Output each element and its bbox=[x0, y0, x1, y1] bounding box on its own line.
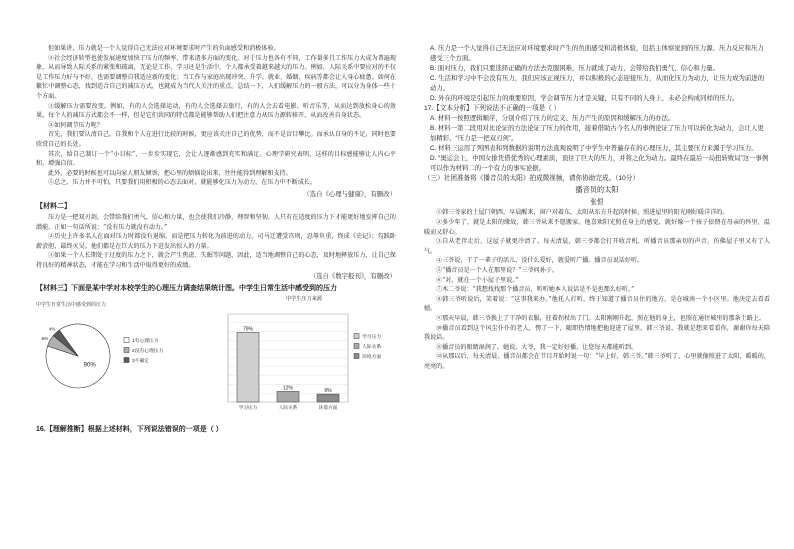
paragraph: ②社会经济转型也使发展速度加快了压力的频率，带来诸多方面的变化。对于压力也各有不同，工作量多且工作压力大成为普遍现象，从而导致人际关系的紧张和疏离，无论是工作、学习还是生活中，个人都承受着越来越大的压力。例如，人际关系中要应对的不仅是工作压力好与不好，也需要调整自我适应新的变化；当工作与家庭出现冲突、升学、就业、婚姻、疾病等都会让人身心疲惫。如何在繁忙中调整心态，找到适合自己的减压方式，也就成为当代人关注的重点。总结一下，人们缓解压力的一般方法，可以分为身体一些十个方面。 bbox=[36, 54, 396, 100]
legend-label: 2没有心理压力 bbox=[132, 349, 164, 355]
bar-value-label: 79% bbox=[242, 326, 254, 333]
paragraph: 其次，给自己制订一个“小目标”，一步步实现它，会让人逐渐感到充实和满足。心理学研究表明，这样的目标感能够让人内心平和，增强自信。 bbox=[36, 150, 396, 168]
material-two-heading: 【材料二】 bbox=[36, 202, 71, 210]
paragraph: ③如果一个人长期处于过度的压力之下，就会产生焦虑、失眠等问题，因此，适当地调整自己的心态，及时地释放压力，让自己保持良好的精神状态，才能在学习和生活中取得更好的成绩。 bbox=[36, 252, 396, 269]
question-16-options bbox=[424, 44, 770, 104]
legend-swatch bbox=[354, 354, 359, 359]
right-column bbox=[424, 44, 770, 372]
pie-chart bbox=[36, 301, 206, 412]
question-16: 16.【理解推断】根据上述材料，下列说法错误的一项是（ ） bbox=[36, 426, 223, 434]
material-three-heading: 【材料三】下面是某中学对本校学生的心理压力调查结果统计图。中学生日常生活中感受到的压力 bbox=[36, 285, 337, 293]
option: A. 压力是一个人觉得自己无法应对环境要求时产生的负面感受和消极体验，包括主体察觉到的压力源、压力反应和压力感受三个方面。 bbox=[430, 45, 764, 62]
legend-swatch bbox=[124, 348, 129, 353]
paragraph: ②历史上许多名人在面对压力时都没有退缩，而是把压力转化为前进的动力。司马迁遭受宫刑，忍辱负重，终成《史记》；勾践卧薪尝胆，最终灭吴。他们都是在巨大的压力下迸发出惊人的力量。 bbox=[36, 233, 396, 250]
legend-swatch bbox=[354, 344, 359, 349]
story-paragraph: ④三爷说，干了一辈子的活儿，没什么爱好，就爱听广播。播音员说话好听。 bbox=[436, 257, 644, 265]
left-column bbox=[36, 44, 396, 436]
legend-swatch bbox=[124, 358, 129, 363]
story-paragraph: ③自从老伴走后，这屋子就更冷清了。每天清晨，韩三爷都会打开收音机，听播音员那亲切的声音，仿佛屋子里又有了人气。 bbox=[424, 238, 770, 255]
bar-svg bbox=[212, 302, 396, 418]
option: A. 材料一按照逻辑顺序，分别介绍了压力的定义、压力产生的原因和缓解压力的办法。 bbox=[430, 115, 675, 123]
section-three-heading: （三）社团准备将《播音员的太阳》拍成微视频，请你协助完成。（10分） bbox=[424, 175, 640, 183]
story-title: 播音员的太阳 bbox=[575, 185, 619, 195]
material-one-mid bbox=[36, 130, 396, 188]
legend-label: 人际关系 bbox=[362, 345, 382, 351]
option: D. “奥运会上，中国女排凭借优秀的心理素质，顶住了巨大的压力，并将之化为动力。最终在最后一局扭转败局”这一事例可以作为材料二的一个有力的事实论据。 bbox=[430, 155, 769, 173]
x-tick-label: 环境方面 bbox=[318, 405, 338, 411]
bar bbox=[317, 395, 339, 403]
pie-svg bbox=[36, 308, 206, 408]
bar-value-label: 9% bbox=[324, 388, 332, 395]
pie-title: 中学生日常生活中感受到的压力 bbox=[36, 302, 107, 309]
option: B. 面对压力，我们只要选择正确的方法去克服困难，压力就成了动力，会带给我们勇气、信心和力量。 bbox=[430, 65, 719, 72]
legend-label: 学习压力 bbox=[362, 335, 382, 341]
story-paragraph: ⑫从那以后，每天清晨，播音员都会在节目开始时说一句：“早上好，韩三爷。”韩三爷听了，心里就像照进了太阳，暖暖的，亮亮的。 bbox=[424, 353, 770, 370]
story-paragraph: ⑪播音员的眼睛湿润了。她说，大爷，我一定好好播，让您每天都能听到。 bbox=[436, 343, 638, 351]
story-paragraph: ⑥“对，就在一个小屋子里说。” bbox=[436, 276, 519, 284]
legend-label: 1有心理压力 bbox=[132, 339, 159, 345]
paragraph: 此外，必要的时候也可以向家人朋友倾诉，把心里的烦恼说出来，往往能得到理解和支持。 bbox=[48, 169, 292, 177]
paragraph: ④如何调节压力呢？ bbox=[48, 121, 103, 129]
paragraph: ③缓解压力需要改变。例如，有的人会选择运动，有的人会选择去旅行，有的人会去看电影、听音乐等，从而达到放松身心的效果。每个人的减压方式都会不一样，但是它们共同的特点都是能够帮助人们把注意力从压力源转移开，从而改善自身状态。 bbox=[36, 102, 396, 120]
story-author: 张恨 bbox=[590, 198, 604, 207]
pie-label: 6% bbox=[41, 336, 49, 342]
bar-value-label: 12% bbox=[282, 385, 294, 392]
paragraph: 压力是一把双刃剑，会带给我们勇气、信心和力量，也会使我们冷静、理智和坚韧。人只有在适度的压力下才能更好地发挥自己的潜能，正如一句话所说：“没有压力就没有动力。” bbox=[36, 213, 396, 231]
story-paragraph: ②多少年了，就是太阳的缘故，韩三爷从来不愿搬家。他喜欢阳光照在身上的感觉，就好像一个孩子依偎在母亲的怀里，温暖而又舒心。 bbox=[424, 219, 770, 236]
x-tick-label: 人际关系 bbox=[278, 405, 298, 411]
story-paragraph: ①韩三爷家的土屋门朝西，早晨醒来，窗户对着东，太阳从东方升起的时候，照进屋里的阳光刚好暖洋洋的。 bbox=[436, 209, 729, 217]
source-1: （选自《心理与健康》，有删改） bbox=[303, 189, 396, 198]
question-17: 17.【文本分析】下列说法不正确的一项是（ ） bbox=[424, 105, 561, 112]
option: D. 外在的环境是引起压力的重要原因，学会调节压力才是关键，只有不同的人身上，未必会构成同样的压力。 bbox=[430, 95, 739, 102]
paragraph: 但如果讲，压力就是一个人觉得自己无法应对环境要求时产生的负面感受和消极体验。 bbox=[48, 45, 280, 52]
story-paragraph: ⑩播音员看到这个风尘仆仆的老人，愣了一下，随即热情地把他迎进了屋里。韩三爷说，我就是想来看看你，谢谢你每天陪我说话。 bbox=[424, 324, 770, 342]
pie-label: 90% bbox=[83, 362, 96, 369]
material-two bbox=[36, 213, 396, 271]
option: C. 材料三运用了列图表和列数据的说明方法直观说明了中学生中普遍存在的心理压力，其主要压力来源于学习压力。 bbox=[430, 145, 758, 153]
story-body bbox=[424, 208, 770, 371]
bar-title: 中学生压力来源 bbox=[285, 296, 323, 303]
bar bbox=[237, 333, 259, 403]
option: B. 材料一第二段用对比论证的方法论证了压力的作用，接着借助古今名人的事例论证了压力可以转化为动力，会让人更加精彩，“压力是一把双刃剑”。 bbox=[430, 125, 764, 143]
paragraph: 首先，我们要认清自己。自我和个人在进行比较的时候，更应该关注自己的优势，而不是盲目攀比。而承认自身的不足，同时也要欣赏自己的长处。 bbox=[36, 131, 396, 148]
x-tick-label: 学习压力 bbox=[238, 405, 258, 411]
story-paragraph: ⑨那天早晨，韩三爷换上了干净的衣服，拄着拐杖出了门。太阳刚刚升起，照在他的身上，也照在通往城里的那条土路上。 bbox=[436, 314, 766, 322]
story-paragraph: ⑦木二爷说：“我想找找那个播音员，听听她本人说话是不是也那么好听。” bbox=[436, 286, 635, 294]
legend-swatch bbox=[354, 334, 359, 339]
legend-swatch bbox=[124, 338, 129, 343]
bar-chart bbox=[212, 295, 396, 422]
story-paragraph: ⑧韩三爷听说后，笑着说：“这事我来办。”他托人打听，终于知道了播音员住的地方，是在城南一个小区里。他决定去看看她。 bbox=[424, 295, 770, 313]
pie-label: 4% bbox=[48, 326, 56, 332]
option: C. 生活和学习中不会没有压力，我们应该正视压力，并以积极的心态迎接压力，从而化压力为动力，让压力成为前进的动力。 bbox=[430, 75, 765, 92]
legend-label: 环境方面 bbox=[362, 355, 382, 361]
source-2: （选自《数字报刊》，有删改） bbox=[309, 272, 396, 281]
question-17-options bbox=[424, 114, 770, 174]
bar bbox=[277, 392, 299, 403]
paragraph: ⑤总之，压力并不可怕，只要我们用积极的心态去面对，就能够化压力为动力，在压力中不断成长。 bbox=[48, 179, 317, 187]
material-one-top bbox=[36, 44, 396, 130]
story-paragraph: ⑤“播音员是一个人在那里说？”三爷问孙子。 bbox=[436, 266, 559, 274]
legend-label: 3不确定 bbox=[132, 359, 150, 365]
chart-row bbox=[36, 295, 396, 421]
